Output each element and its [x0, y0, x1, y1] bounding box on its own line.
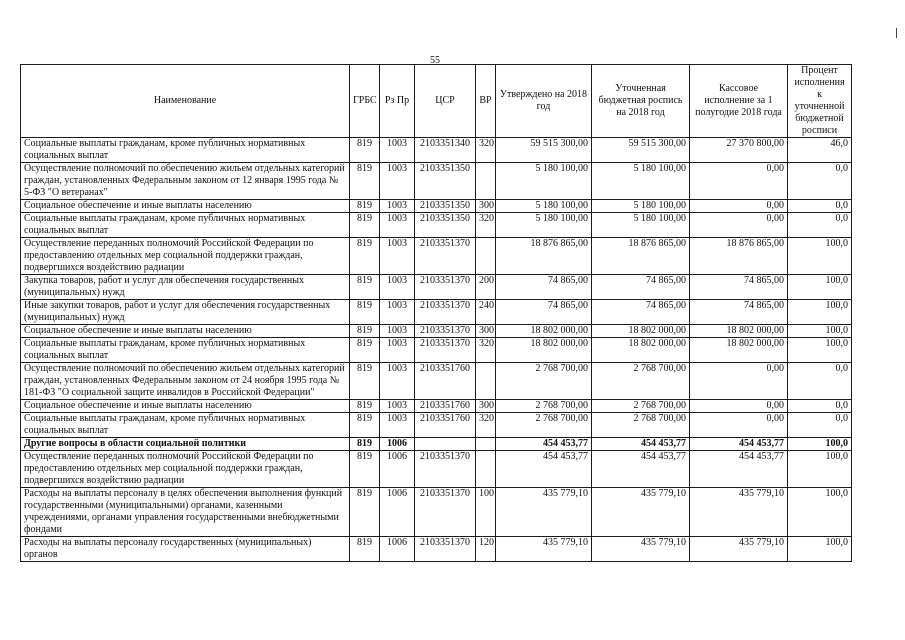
cell-vr: 320	[476, 413, 496, 438]
budget-table	[20, 64, 852, 562]
table-row	[21, 138, 852, 163]
cell-cash: 18 876 865,00	[690, 238, 788, 275]
cell-refined: 18 802 000,00	[592, 325, 690, 338]
cell-name: Расходы на выплаты персоналу государственных (муниципальных) органов	[21, 537, 350, 562]
cell-approved: 2 768 700,00	[496, 413, 592, 438]
cell-vr: 300	[476, 325, 496, 338]
cell-name: Осуществление полномочий по обеспечению жильем отдельных категорий граждан, установленных Федеральным законом от 12 января 1995 года № 5-ФЗ "О ветеранах"	[21, 163, 350, 200]
cell-cash: 18 802 000,00	[690, 338, 788, 363]
cell-cash: 435 779,10	[690, 537, 788, 562]
cell-grbs: 819	[350, 213, 380, 238]
cell-rzpr: 1003	[380, 363, 415, 400]
cell-vr	[476, 451, 496, 488]
cell-vr	[476, 163, 496, 200]
cell-vr: 300	[476, 200, 496, 213]
cell-rzpr: 1003	[380, 138, 415, 163]
cell-csr: 2103351370	[415, 238, 476, 275]
cell-name: Другие вопросы в области социальной политики	[21, 438, 350, 451]
table-row	[21, 238, 852, 275]
table-row	[21, 338, 852, 363]
cell-approved: 5 180 100,00	[496, 200, 592, 213]
cell-approved: 74 865,00	[496, 275, 592, 300]
cell-vr	[476, 238, 496, 275]
table-header-row	[21, 65, 852, 138]
cell-csr: 2103351370	[415, 275, 476, 300]
header-name: Наименование	[21, 65, 350, 138]
header-approved: Утверждено на 2018 год	[496, 65, 592, 138]
cell-grbs: 819	[350, 413, 380, 438]
header-grbs: ГРБС	[350, 65, 380, 138]
cell-percent: 100,0	[788, 338, 852, 363]
cell-grbs: 819	[350, 438, 380, 451]
cell-percent: 100,0	[788, 325, 852, 338]
cell-rzpr: 1003	[380, 325, 415, 338]
page-number: 55	[430, 55, 440, 66]
cell-cash: 0,00	[690, 363, 788, 400]
cell-grbs: 819	[350, 338, 380, 363]
cell-name: Социальное обеспечение и иные выплаты населению	[21, 400, 350, 413]
cell-cash: 18 802 000,00	[690, 325, 788, 338]
cell-cash: 454 453,77	[690, 451, 788, 488]
cell-vr: 100	[476, 488, 496, 537]
cell-rzpr: 1006	[380, 438, 415, 451]
table-row	[21, 438, 852, 451]
cell-vr: 320	[476, 338, 496, 363]
header-percent: Процент исполнения к уточненной бюджетной росписи	[788, 65, 852, 138]
header-csr: ЦСР	[415, 65, 476, 138]
cell-refined: 454 453,77	[592, 451, 690, 488]
cell-csr: 2103351340	[415, 138, 476, 163]
cell-name: Социальные выплаты гражданам, кроме публичных нормативных социальных выплат	[21, 138, 350, 163]
cell-percent: 100,0	[788, 300, 852, 325]
cell-grbs: 819	[350, 275, 380, 300]
cell-vr: 200	[476, 275, 496, 300]
cell-name: Осуществление переданных полномочий Российской Федерации по предоставлению отдельных мер социальной поддержки граждан, подвергшихся воздействию радиации	[21, 451, 350, 488]
cell-rzpr: 1006	[380, 537, 415, 562]
cell-name: Расходы на выплаты персоналу в целях обеспечения выполнения функций государственными (муниципальными) органами, казенными учреждениями, органами управления государственными внебюджетными фондами	[21, 488, 350, 537]
cell-refined: 18 876 865,00	[592, 238, 690, 275]
cell-grbs: 819	[350, 400, 380, 413]
cell-name: Социальное обеспечение и иные выплаты населению	[21, 200, 350, 213]
table-body	[21, 138, 852, 562]
cell-csr: 2103351370	[415, 451, 476, 488]
cell-refined: 2 768 700,00	[592, 400, 690, 413]
cell-refined: 2 768 700,00	[592, 363, 690, 400]
cell-percent: 100,0	[788, 537, 852, 562]
cell-approved: 435 779,10	[496, 537, 592, 562]
cell-approved: 5 180 100,00	[496, 213, 592, 238]
cell-cash: 0,00	[690, 200, 788, 213]
cell-csr: 2103351370	[415, 488, 476, 537]
table-row	[21, 451, 852, 488]
cell-rzpr: 1003	[380, 338, 415, 363]
cell-refined: 5 180 100,00	[592, 200, 690, 213]
cell-csr: 2103351760	[415, 400, 476, 413]
cell-csr	[415, 438, 476, 451]
cell-percent: 100,0	[788, 488, 852, 537]
cell-refined: 5 180 100,00	[592, 213, 690, 238]
cell-percent: 100,0	[788, 238, 852, 275]
cell-rzpr: 1006	[380, 488, 415, 537]
cell-rzpr: 1003	[380, 163, 415, 200]
cell-grbs: 819	[350, 537, 380, 562]
cell-grbs: 819	[350, 138, 380, 163]
cell-grbs: 819	[350, 163, 380, 200]
cell-rzpr: 1003	[380, 413, 415, 438]
corner-mark	[896, 28, 897, 38]
cell-cash: 0,00	[690, 413, 788, 438]
cell-approved: 2 768 700,00	[496, 363, 592, 400]
cell-percent: 0,0	[788, 413, 852, 438]
cell-rzpr: 1006	[380, 451, 415, 488]
cell-name: Социальное обеспечение и иные выплаты населению	[21, 325, 350, 338]
cell-grbs: 819	[350, 238, 380, 275]
cell-percent: 0,0	[788, 200, 852, 213]
cell-cash: 0,00	[690, 213, 788, 238]
cell-grbs: 819	[350, 300, 380, 325]
cell-csr: 2103351760	[415, 363, 476, 400]
header-vr: ВР	[476, 65, 496, 138]
cell-vr: 300	[476, 400, 496, 413]
cell-csr: 2103351350	[415, 163, 476, 200]
cell-approved: 454 453,77	[496, 451, 592, 488]
cell-csr: 2103351370	[415, 338, 476, 363]
header-cash: Кассовое исполнение за 1 полугодие 2018 года	[690, 65, 788, 138]
cell-refined: 74 865,00	[592, 275, 690, 300]
header-rzpr: Рз Пр	[380, 65, 415, 138]
table-row	[21, 488, 852, 537]
cell-cash: 454 453,77	[690, 438, 788, 451]
table-row	[21, 275, 852, 300]
cell-refined: 5 180 100,00	[592, 163, 690, 200]
cell-vr: 320	[476, 213, 496, 238]
cell-percent: 46,0	[788, 138, 852, 163]
cell-percent: 0,0	[788, 213, 852, 238]
cell-cash: 74 865,00	[690, 300, 788, 325]
cell-vr	[476, 438, 496, 451]
cell-approved: 435 779,10	[496, 488, 592, 537]
cell-approved: 18 802 000,00	[496, 338, 592, 363]
cell-rzpr: 1003	[380, 213, 415, 238]
cell-vr	[476, 363, 496, 400]
cell-name: Закупка товаров, работ и услуг для обеспечения государственных (муниципальных) нужд	[21, 275, 350, 300]
cell-approved: 59 515 300,00	[496, 138, 592, 163]
cell-refined: 2 768 700,00	[592, 413, 690, 438]
cell-csr: 2103351350	[415, 200, 476, 213]
cell-csr: 2103351350	[415, 213, 476, 238]
cell-refined: 18 802 000,00	[592, 338, 690, 363]
table-row	[21, 300, 852, 325]
table-row	[21, 325, 852, 338]
cell-csr: 2103351370	[415, 537, 476, 562]
cell-percent: 100,0	[788, 438, 852, 451]
table-row	[21, 363, 852, 400]
cell-approved: 5 180 100,00	[496, 163, 592, 200]
cell-refined: 435 779,10	[592, 488, 690, 537]
cell-cash: 0,00	[690, 163, 788, 200]
cell-percent: 0,0	[788, 163, 852, 200]
table-row	[21, 537, 852, 562]
cell-rzpr: 1003	[380, 400, 415, 413]
table-row	[21, 413, 852, 438]
cell-refined: 454 453,77	[592, 438, 690, 451]
cell-cash: 74 865,00	[690, 275, 788, 300]
cell-name: Осуществление полномочий по обеспечению жильем отдельных категорий граждан, установленных Федеральным законом от 24 ноября 1995 года № 181-ФЗ "О социальной защите инвалидов в Российской Федерации"	[21, 363, 350, 400]
cell-grbs: 819	[350, 200, 380, 213]
cell-rzpr: 1003	[380, 238, 415, 275]
cell-approved: 454 453,77	[496, 438, 592, 451]
cell-percent: 100,0	[788, 275, 852, 300]
cell-cash: 435 779,10	[690, 488, 788, 537]
cell-refined: 74 865,00	[592, 300, 690, 325]
cell-percent: 100,0	[788, 451, 852, 488]
cell-grbs: 819	[350, 451, 380, 488]
cell-name: Социальные выплаты гражданам, кроме публичных нормативных социальных выплат	[21, 338, 350, 363]
table-row	[21, 213, 852, 238]
cell-percent: 0,0	[788, 400, 852, 413]
cell-approved: 18 802 000,00	[496, 325, 592, 338]
cell-grbs: 819	[350, 363, 380, 400]
cell-rzpr: 1003	[380, 200, 415, 213]
cell-cash: 27 370 800,00	[690, 138, 788, 163]
cell-vr: 240	[476, 300, 496, 325]
cell-refined: 59 515 300,00	[592, 138, 690, 163]
cell-percent: 0,0	[788, 363, 852, 400]
table-row	[21, 400, 852, 413]
cell-approved: 18 876 865,00	[496, 238, 592, 275]
cell-name: Осуществление переданных полномочий Российской Федерации по предоставлению отдельных мер социальной поддержки граждан, подвергшихся воздействию радиации	[21, 238, 350, 275]
cell-csr: 2103351370	[415, 300, 476, 325]
header-refined: Уточненная бюджетная роспись на 2018 год	[592, 65, 690, 138]
cell-name: Социальные выплаты гражданам, кроме публичных нормативных социальных выплат	[21, 413, 350, 438]
table-row	[21, 163, 852, 200]
table-row	[21, 200, 852, 213]
cell-cash: 0,00	[690, 400, 788, 413]
cell-refined: 435 779,10	[592, 537, 690, 562]
cell-name: Иные закупки товаров, работ и услуг для обеспечения государственных (муниципальных) нужд	[21, 300, 350, 325]
cell-rzpr: 1003	[380, 300, 415, 325]
cell-name: Социальные выплаты гражданам, кроме публичных нормативных социальных выплат	[21, 213, 350, 238]
cell-vr: 120	[476, 537, 496, 562]
cell-grbs: 819	[350, 488, 380, 537]
cell-csr: 2103351760	[415, 413, 476, 438]
cell-approved: 2 768 700,00	[496, 400, 592, 413]
cell-csr: 2103351370	[415, 325, 476, 338]
cell-grbs: 819	[350, 325, 380, 338]
cell-vr: 320	[476, 138, 496, 163]
cell-approved: 74 865,00	[496, 300, 592, 325]
cell-rzpr: 1003	[380, 275, 415, 300]
